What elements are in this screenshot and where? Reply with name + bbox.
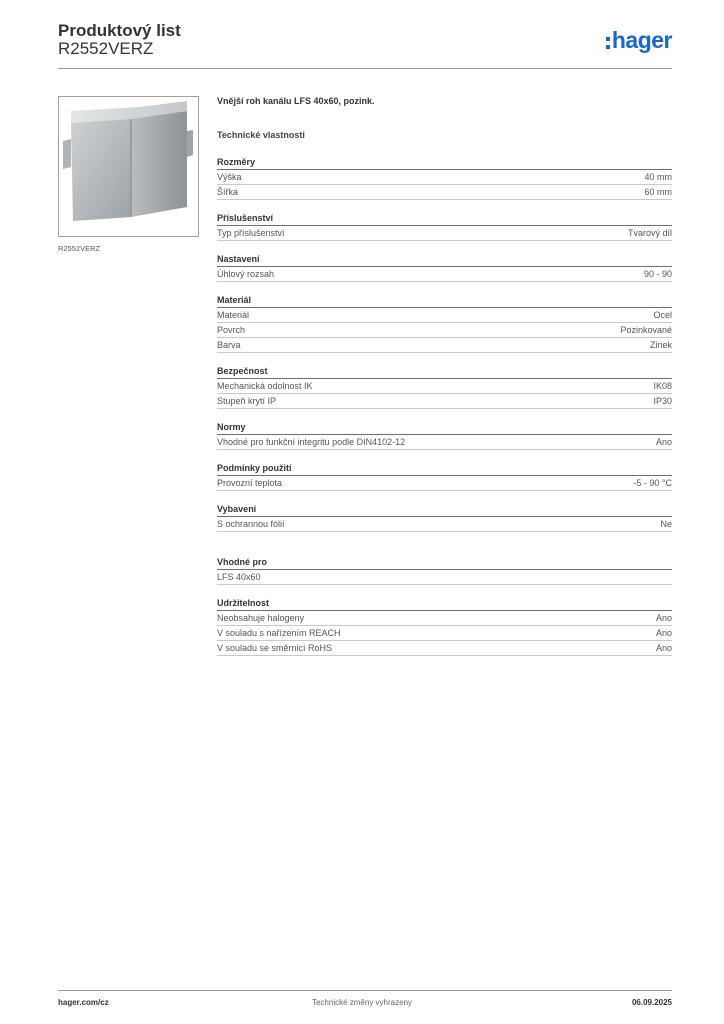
group-title: Udržitelnost bbox=[217, 595, 672, 611]
spec-row bbox=[217, 570, 672, 585]
spec-row bbox=[217, 394, 672, 409]
spec-label: Povrch bbox=[217, 325, 246, 335]
spec-group-dimensions bbox=[217, 154, 672, 200]
spec-label: Úhlový rozsah bbox=[217, 269, 275, 279]
spec-group-equipment bbox=[217, 501, 672, 532]
spec-row bbox=[217, 226, 672, 241]
spec-row bbox=[217, 517, 672, 532]
spec-row bbox=[217, 267, 672, 282]
spec-row bbox=[217, 611, 672, 626]
spec-label: Provozní teplota bbox=[217, 478, 283, 488]
spec-row bbox=[217, 626, 672, 641]
spec-row bbox=[217, 185, 672, 200]
group-title: Materiál bbox=[217, 292, 672, 308]
spec-row bbox=[217, 435, 672, 450]
spec-value: 40 mm bbox=[644, 172, 672, 182]
group-title: Nastavení bbox=[217, 251, 672, 267]
spec-group-standards bbox=[217, 419, 672, 450]
spec-group-suitable-for bbox=[217, 554, 672, 585]
technical-specs bbox=[217, 96, 672, 656]
section-title: Technické vlastnosti bbox=[217, 130, 305, 140]
group-title: Vybavení bbox=[217, 501, 672, 517]
group-title: Normy bbox=[217, 419, 672, 435]
spec-group-material bbox=[217, 292, 672, 353]
spec-label: LFS 40x60 bbox=[217, 572, 261, 582]
spec-value: Zinek bbox=[649, 340, 672, 350]
spec-group-conditions bbox=[217, 460, 672, 491]
product-code: R2552VERZ bbox=[58, 39, 154, 58]
spec-group-settings bbox=[217, 251, 672, 282]
footer-website-link[interactable]: hager.com/cz bbox=[58, 998, 109, 1007]
spec-group-sustainability bbox=[217, 595, 672, 656]
spec-label: Vhodné pro funkční integritu podle DIN4102-12 bbox=[217, 437, 406, 447]
spec-value: IK08 bbox=[653, 381, 672, 391]
corner-duct-image bbox=[59, 97, 198, 236]
group-title: Podmínky použití bbox=[217, 460, 672, 476]
spec-value: Ano bbox=[655, 643, 672, 653]
spec-row bbox=[217, 323, 672, 338]
spec-label: V souladu s nařízením REACH bbox=[217, 628, 341, 638]
image-caption: R2552VERZ bbox=[58, 244, 101, 253]
spec-value: Ocel bbox=[653, 310, 672, 320]
spec-label: Typ příslušenství bbox=[217, 228, 285, 238]
spec-row bbox=[217, 170, 672, 185]
group-title: Bezpečnost bbox=[217, 363, 672, 379]
spec-value: Tvarový díl bbox=[627, 228, 672, 238]
spec-label: Šířka bbox=[217, 187, 239, 197]
product-image bbox=[58, 96, 199, 237]
spec-value: Ano bbox=[655, 437, 672, 447]
spec-group-accessories bbox=[217, 210, 672, 241]
group-title: Rozměry bbox=[217, 154, 672, 170]
footer-date: 06.09.2025 bbox=[631, 998, 672, 1007]
spec-label: Výška bbox=[217, 172, 242, 182]
product-description: Vnější roh kanálu LFS 40x60, pozink. bbox=[217, 96, 375, 106]
header-divider bbox=[58, 68, 672, 69]
footer-divider bbox=[58, 990, 672, 991]
spec-value: Ano bbox=[655, 613, 672, 623]
logo-dots-icon bbox=[606, 37, 610, 49]
spec-value: 90 - 90 bbox=[643, 269, 672, 279]
spec-value: IP30 bbox=[653, 396, 672, 406]
spec-value: -5 - 90 °C bbox=[633, 478, 672, 488]
spec-label: V souladu se směrnicí RoHS bbox=[217, 643, 333, 653]
spec-label: Barva bbox=[217, 340, 241, 350]
spec-label: Materiál bbox=[217, 310, 250, 320]
spec-value: Ano bbox=[655, 628, 672, 638]
hager-logo[interactable] bbox=[606, 27, 672, 54]
logo-text: hager bbox=[611, 27, 672, 53]
spec-row bbox=[217, 379, 672, 394]
page-title: Produktový list bbox=[58, 21, 181, 40]
spec-group-safety bbox=[217, 363, 672, 409]
spec-row bbox=[217, 476, 672, 491]
spec-row bbox=[217, 308, 672, 323]
spec-value: 60 mm bbox=[644, 187, 672, 197]
spec-row bbox=[217, 641, 672, 656]
footer-notice: Technické změny vyhrazeny bbox=[311, 998, 413, 1007]
spec-value: Ne bbox=[660, 519, 672, 529]
spec-row bbox=[217, 338, 672, 353]
spec-label: S ochrannou fólií bbox=[217, 519, 285, 529]
spec-label: Neobsahuje halogeny bbox=[217, 613, 305, 623]
group-title: Vhodné pro bbox=[217, 554, 672, 570]
spec-label: Mechanická odolnost IK bbox=[217, 381, 313, 391]
spec-label: Stupeň krytí IP bbox=[217, 396, 277, 406]
group-title: Příslušenství bbox=[217, 210, 672, 226]
spec-value: Pozinkované bbox=[620, 325, 672, 335]
